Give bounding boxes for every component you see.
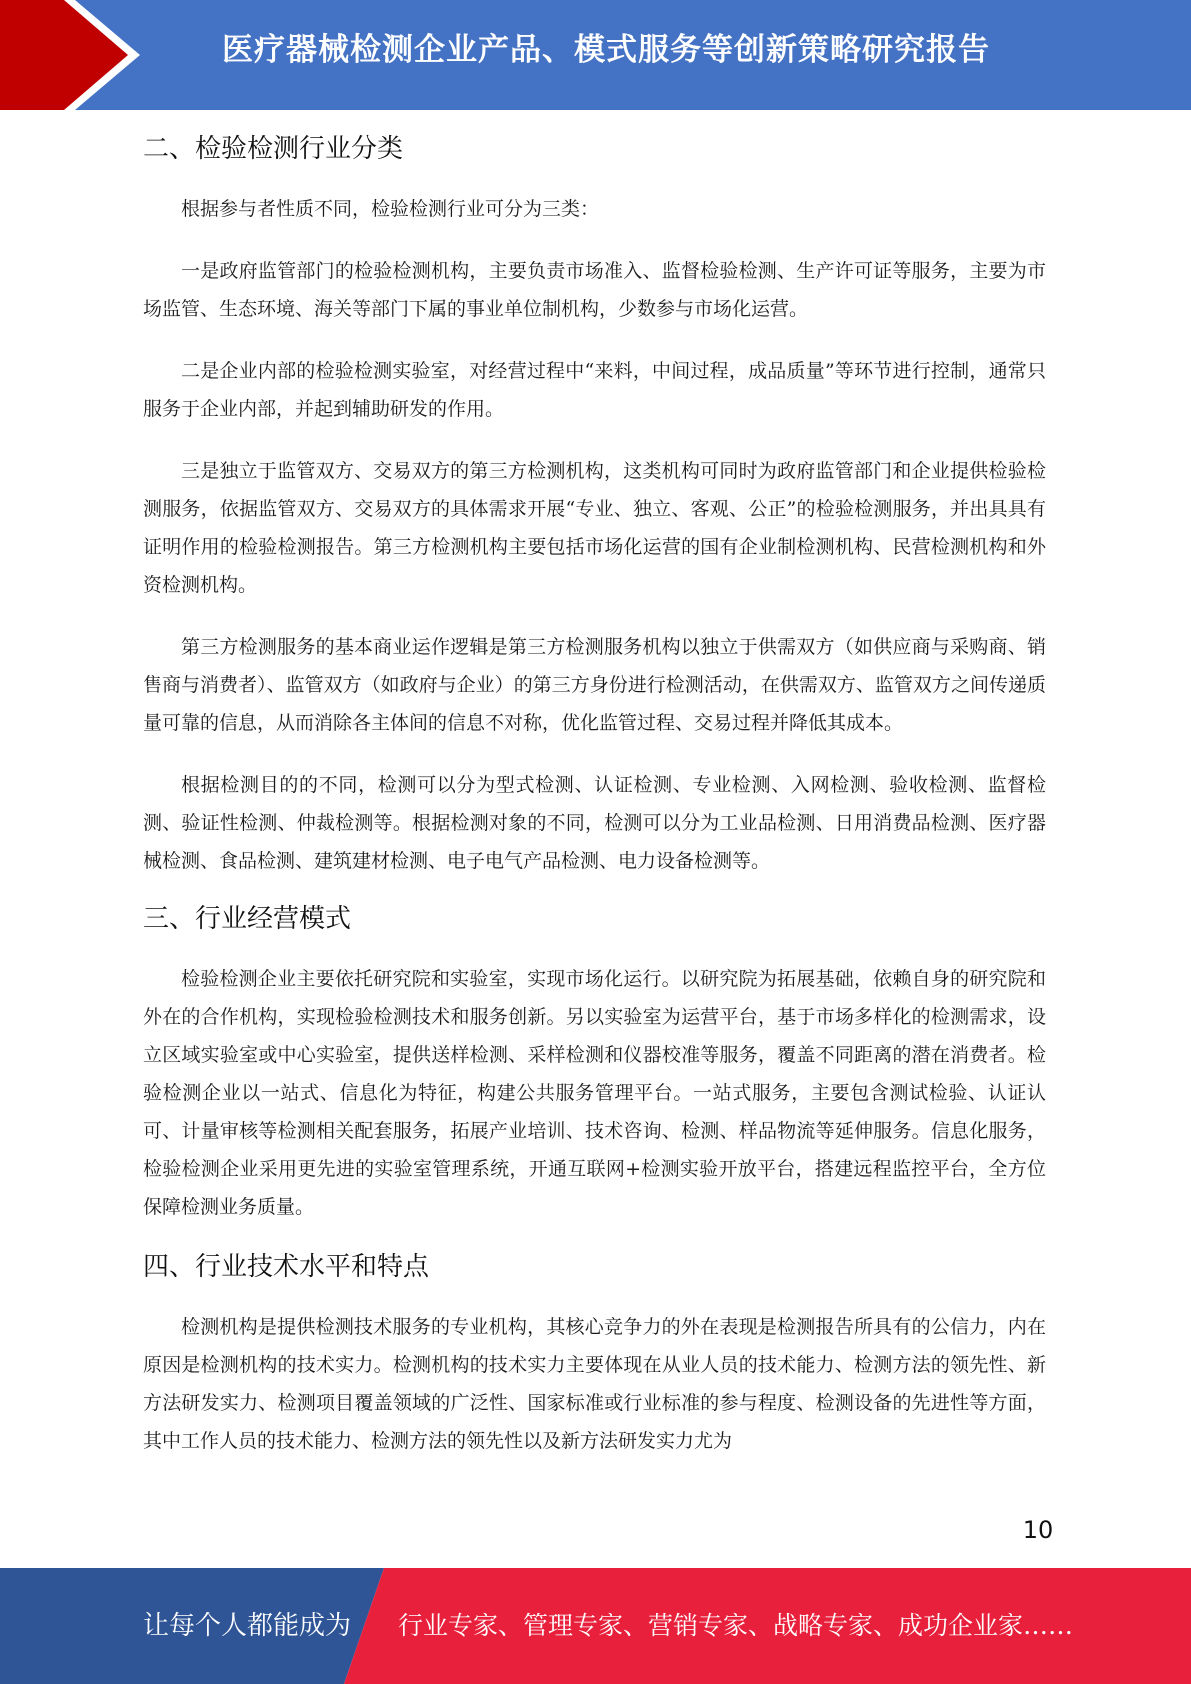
paragraph: 三是独立于监管双方、交易双方的第三方检测机构，这类机构可同时为政府监管部门和企业提供检验检测服务，依据监管双方、交易双方的具体需求开展“专业、独立、客观、公正”的检验检测服务，并出具具有证明作用的检验检测报告。第三方检测机构主要包括市场化运营的国有企业制检测机构、民营检测机构和外资检测机构。: [143, 460, 1046, 596]
paragraph: 检验检测企业主要依托研究院和实验室，实现市场化运行。以研究院为拓展基础，依赖自身的研究院和外在的合作机构，实现检验检测技术和服务创新。另以实验室为运营平台，基于市场多样化的检测需求，设立区域实验室或中心实验室，提供送样检测、采样检测和仪器校准等服务，覆盖不同距离的潜在消费者。检验检测企业以一站式、信息化为特征，构建公共服务管理平台。一站式服务，主要包含测试检验、认证认可、计量审核等检测相关配套服务，拓展产业培训、技术咨询、检测、样品物流等延伸服务。信息化服务，检验检测企业采用更先进的实验室管理系统，开通互联网+检测实验开放平台，搭建远程监控平台，全方位保障检测业务质量。: [143, 968, 1046, 1218]
section-heading-business-model: 三、行业经营模式: [143, 904, 352, 934]
section-heading-technology: 四、行业技术水平和特点: [143, 1252, 430, 1282]
paragraph: 二是企业内部的检验检测实验室，对经营过程中“来料，中间过程，成品质量”等环节进行控制，通常只服务于企业内部，并起到辅助研发的作用。: [143, 360, 1046, 420]
footer-banner: [0, 1568, 1191, 1684]
header-banner: [0, 0, 1191, 110]
paragraph: 第三方检测服务的基本商业运作逻辑是第三方检测服务机构以独立于供需双方（如供应商与采购商、销售商与消费者）、监管双方（如政府与企业）的第三方身份进行检测活动，在供需双方、监管双方之间传递质量可靠的信息，从而消除各主体间的信息不对称，优化监管过程、交易过程并降低其成本。: [143, 636, 1046, 734]
footer-slogan-right: 行业专家、管理专家、营销专家、战略专家、成功企业家……: [398, 1611, 1074, 1640]
page-number: 10: [1022, 1516, 1054, 1544]
footer-slogan-left: 让每个人都能成为: [143, 1611, 352, 1641]
paragraph: 检测机构是提供检测技术服务的专业机构，其核心竞争力的外在表现是检测报告所具有的公信力，内在原因是检测机构的技术实力。检测机构的技术实力主要体现在从业人员的技术能力、检测方法的领先性、新方法研发实力、检测项目覆盖领域的广泛性、国家标准或行业标准的参与程度、检测设备的先进性等方面，其中工作人员的技术能力、检测方法的领先性以及新方法研发实力尤为: [143, 1316, 1046, 1452]
paragraph: 根据参与者性质不同，检验检测行业可分为三类：: [181, 198, 600, 220]
page-content: [143, 120, 1046, 1460]
paragraph: 一是政府监管部门的检验检测机构，主要负责市场准入、监督检验检测、生产许可证等服务，主要为市场监管、生态环境、海关等部门下属的事业单位制机构，少数参与市场化运营。: [143, 260, 1046, 320]
section-heading-classification: 二、检验检测行业分类: [143, 134, 404, 164]
report-title: 医疗器械检测企业产品、模式服务等创新策略研究报告: [222, 32, 990, 68]
paragraph: 根据检测目的的不同，检测可以分为型式检测、认证检测、专业检测、入网检测、验收检测、监督检测、验证性检测、仲裁检测等。根据检测对象的不同，检测可以分为工业品检测、日用消费品检测、医疗器械检测、食品检测、建筑建材检测、电子电气产品检测、电力设备检测等。: [143, 774, 1046, 872]
